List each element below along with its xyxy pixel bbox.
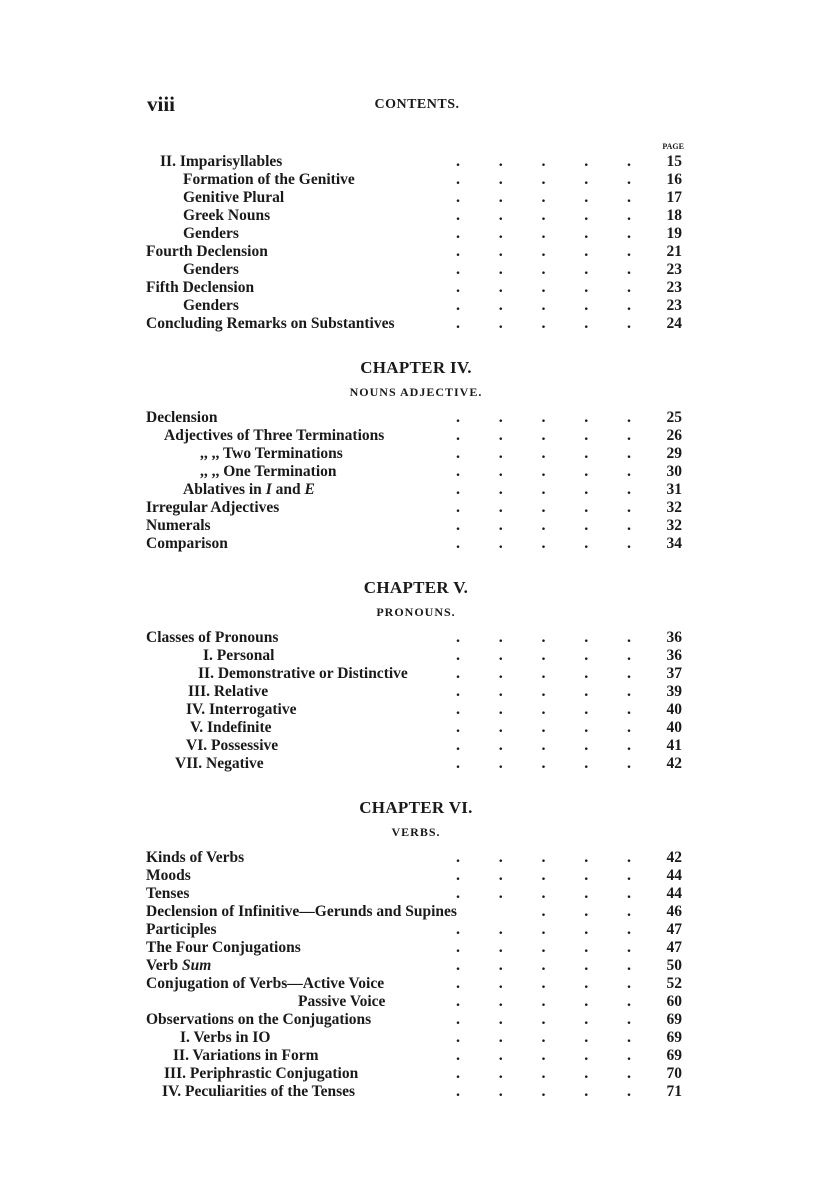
- toc-entry: Declension of Infinitive—Gerunds and Supines . . . 46: [146, 903, 682, 920]
- entry-page: 42: [666, 755, 682, 772]
- toc-section: [146, 357, 686, 553]
- toc-entry: Genitive Plural . . . . . 17: [183, 189, 682, 206]
- toc-entry: Observations on the Conjugations . . . . . 69: [146, 1011, 682, 1028]
- entry-label: ,, ,, One Termination: [200, 463, 337, 480]
- toc-entry: VII. Negative . . . . . 42: [175, 755, 682, 772]
- entry-label: III. Relative: [188, 683, 269, 700]
- entry-page: 69: [666, 1011, 682, 1028]
- toc-entry: II. Variations in Form . . . . . 69: [173, 1047, 682, 1064]
- toc-entry: II. Demonstrative or Distinctive . . . . . 37: [198, 665, 682, 682]
- entry-page: 47: [666, 939, 682, 956]
- entry-page: 36: [666, 629, 682, 646]
- entry-page: 25: [666, 409, 682, 426]
- entry-label: III. Periphrastic Conjugation: [164, 1065, 359, 1082]
- entry-page: 69: [666, 1047, 682, 1064]
- entry-page: 31: [666, 481, 682, 498]
- entry-page: 40: [666, 719, 682, 736]
- toc-entry: Declension . . . . . 25: [146, 409, 682, 426]
- entry-label: Irregular Adjectives: [146, 499, 280, 516]
- entry-label: I. Personal: [203, 647, 275, 664]
- toc-entry: ,, ,, One Termination . . . . . 30: [200, 463, 682, 480]
- entry-label: Adjectives of Three Terminations: [164, 427, 385, 444]
- toc-entry: I. Personal . . . . . 36: [203, 647, 682, 664]
- chapter-heading: CHAPTER V.: [363, 578, 469, 597]
- toc-entry: Ablatives in I and E . . . . . 31: [183, 481, 682, 498]
- toc-entry: Comparison . . . . . 34: [146, 535, 682, 552]
- entry-page: 26: [666, 427, 682, 444]
- entry-page: 37: [666, 665, 682, 682]
- chapter-subtitle: VERBS.: [391, 825, 441, 839]
- toc-entry: Irregular Adjectives . . . . . 32: [146, 499, 682, 516]
- entry-label: Greek Nouns: [183, 207, 271, 224]
- entry-page: 70: [666, 1065, 682, 1082]
- entry-label: Genitive Plural: [183, 189, 285, 206]
- entry-page: 32: [666, 499, 682, 516]
- entry-page: 69: [666, 1029, 682, 1046]
- toc-entry: Classes of Pronouns . . . . . 36: [146, 629, 682, 646]
- toc-entry: II. Imparisyllables . . . . . 15: [160, 153, 682, 170]
- toc-entry: Genders . . . . . 23: [183, 261, 682, 278]
- toc-entry: Genders . . . . . 19: [183, 225, 682, 242]
- entry-label: Kinds of Verbs: [146, 849, 245, 866]
- toc-entry: Kinds of Verbs . . . . . 42: [146, 849, 682, 866]
- toc-entry: Passive Voice . . . . . 60: [298, 993, 682, 1010]
- toc-entry: Greek Nouns . . . . . 18: [183, 207, 682, 224]
- entry-label: Declension: [146, 409, 218, 426]
- entry-label: Classes of Pronouns: [146, 629, 279, 646]
- toc-entry: Verb Sum . . . . . 50: [146, 957, 682, 974]
- entry-label: Fifth Declension: [146, 279, 255, 296]
- toc-entry: Participles . . . . . 47: [146, 921, 682, 938]
- toc-entry: Numerals . . . . . 32: [146, 517, 682, 534]
- entry-page: 19: [666, 225, 682, 242]
- toc-entry: Adjectives of Three Terminations . . . . . 26: [164, 427, 682, 444]
- table-of-contents: [146, 140, 686, 1101]
- page-number: viii: [147, 92, 176, 116]
- entry-label: Conjugation of Verbs—Active Voice: [146, 975, 385, 992]
- entry-page: 32: [666, 517, 682, 534]
- entry-label: Participles: [146, 921, 217, 938]
- entry-page: 30: [666, 463, 682, 480]
- entry-label: Passive Voice: [298, 993, 386, 1010]
- entry-page: 34: [666, 535, 682, 552]
- entry-page: 18: [666, 207, 682, 224]
- page-column-label: PAGE: [662, 142, 684, 151]
- entry-label: Moods: [146, 867, 191, 884]
- toc-section: [146, 577, 686, 773]
- entry-label: Genders: [183, 297, 239, 314]
- toc-entry: The Four Conjugations . . . . . 47: [146, 939, 682, 956]
- entry-label: Ablatives in I and E: [183, 481, 315, 498]
- entry-page: 23: [666, 261, 682, 278]
- entry-page: 15: [666, 153, 682, 170]
- entry-page: 46: [666, 903, 682, 920]
- entry-label: Formation of the Genitive: [183, 171, 355, 188]
- entry-page: 24: [666, 315, 682, 332]
- running-title: CONTENTS.: [374, 97, 460, 112]
- chapter-heading: CHAPTER IV.: [360, 358, 472, 377]
- entry-page: 29: [666, 445, 682, 462]
- entry-label: Tenses: [146, 885, 190, 902]
- entry-page: 40: [666, 701, 682, 718]
- entry-label: Concluding Remarks on Substantives: [146, 315, 395, 332]
- chapter-subtitle: PRONOUNS.: [376, 605, 456, 619]
- toc-section: [146, 153, 686, 333]
- entry-page: 41: [666, 737, 682, 754]
- entry-page: 42: [666, 849, 682, 866]
- entry-page: 23: [666, 279, 682, 296]
- entry-page: 36: [666, 647, 682, 664]
- entry-label: V. Indefinite: [190, 719, 272, 736]
- entry-label: Declension of Infinitive—Gerunds and Supines: [146, 903, 457, 920]
- entry-label: IV. Peculiarities of the Tenses: [162, 1083, 356, 1100]
- entry-label: I. Verbs in IO: [180, 1029, 271, 1046]
- entry-label: Genders: [183, 225, 239, 242]
- toc-entry: Moods . . . . . 44: [146, 867, 682, 884]
- entry-page: 44: [666, 867, 682, 884]
- entry-label: Comparison: [146, 535, 228, 552]
- entry-label: II. Imparisyllables: [160, 153, 283, 170]
- entry-page: 21: [666, 243, 682, 260]
- toc-entry: Conjugation of Verbs—Active Voice . . . . . 52: [146, 975, 682, 992]
- entry-label: II. Demonstrative or Distinctive: [198, 665, 408, 682]
- toc-entry: IV. Interrogative . . . . . 40: [186, 701, 682, 718]
- toc-entry: Genders . . . . . 23: [183, 297, 682, 314]
- entry-page: 60: [666, 993, 682, 1010]
- chapter-subtitle: NOUNS ADJECTIVE.: [349, 385, 483, 399]
- entry-page: 50: [666, 957, 682, 974]
- toc-entry: Fifth Declension . . . . . 23: [146, 279, 682, 296]
- entry-label: VII. Negative: [175, 755, 264, 772]
- entry-page: 44: [666, 885, 682, 902]
- entry-label: ,, ,, Two Terminations: [200, 445, 343, 462]
- toc-entry: Tenses . . . . . 44: [146, 885, 682, 902]
- entry-label: Verb Sum: [146, 957, 212, 974]
- chapter-heading: CHAPTER VI.: [359, 798, 473, 817]
- entry-label: II. Variations in Form: [173, 1047, 319, 1064]
- toc-entry: Fourth Declension . . . . . 21: [146, 243, 682, 260]
- entry-page: 52: [666, 975, 682, 992]
- toc-entry: IV. Peculiarities of the Tenses . . . . . 71: [162, 1083, 682, 1100]
- toc-entry: III. Periphrastic Conjugation . . . . . 70: [164, 1065, 682, 1082]
- entry-label: IV. Interrogative: [186, 701, 297, 718]
- entry-page: 47: [666, 921, 682, 938]
- entry-label: Observations on the Conjugations: [146, 1011, 372, 1028]
- toc-entry: VI. Possessive . . . . . 41: [186, 737, 682, 754]
- entry-label: Fourth Declension: [146, 243, 268, 260]
- entry-label: Numerals: [146, 517, 211, 534]
- entry-page: 17: [666, 189, 682, 206]
- toc-entry: Formation of the Genitive . . . . . 16: [183, 171, 682, 188]
- entry-page: 23: [666, 297, 682, 314]
- toc-entry: Concluding Remarks on Substantives . . . . . 24: [146, 315, 682, 332]
- entry-page: 71: [666, 1083, 682, 1100]
- running-head: [147, 92, 687, 120]
- toc-section: [146, 797, 686, 1101]
- entry-label: VI. Possessive: [186, 737, 279, 754]
- toc-entry: I. Verbs in IO . . . . . 69: [180, 1029, 682, 1046]
- entry-label: Genders: [183, 261, 239, 278]
- toc-entry: V. Indefinite . . . . . 40: [190, 719, 682, 736]
- toc-entry: ,, ,, Two Terminations . . . . . 29: [200, 445, 682, 462]
- entry-page: 39: [666, 683, 682, 700]
- entry-page: 16: [666, 171, 682, 188]
- toc-entry: III. Relative . . . . . 39: [188, 683, 682, 700]
- entry-label: The Four Conjugations: [146, 939, 301, 956]
